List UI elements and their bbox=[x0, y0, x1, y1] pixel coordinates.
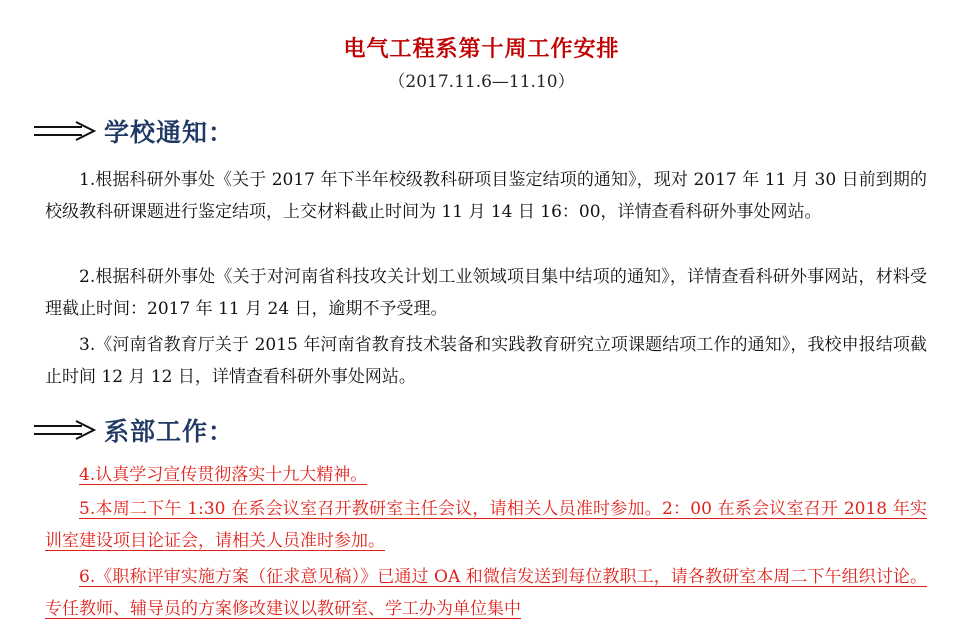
date-range: （2017.11.6—11.10） bbox=[388, 72, 575, 92]
notice-item-3: 3.《河南省教育厅关于 2015 年河南省教育技术装备和实践教育研究立项课题结项工作的通知》，我校申报结项截止时间 12 月 12 日，详情查看科研外事处网站。 bbox=[45, 335, 927, 387]
notice-item-2: 2.根据科研外事处《关于对河南省科技攻关计划工业领域项目集中结项的通知》，详情查看科研外事网站，材料受理截止时间：2017 年 11 月 24 日，逾期不予受理。 bbox=[45, 267, 927, 319]
section-heading-school bbox=[32, 114, 234, 148]
double-arrow-icon bbox=[32, 420, 96, 440]
section-title-school: 学校通知： bbox=[104, 118, 235, 147]
page-title: 电气工程系第十周工作安排 bbox=[343, 37, 620, 62]
dept-item-6: 6.《职称评审实施方案（征求意见稿）》已通过 OA 和微信发送到每位教职工，请各教研室本周二下午组织讨论。专任教师、辅导员的方案修改建议以教研室、学工办为单位集中 bbox=[45, 567, 927, 619]
double-arrow-icon bbox=[32, 121, 96, 141]
notice-item-1: 1.根据科研外事处《关于 2017 年下半年校级教科研项目鉴定结项的通知》，现对 2017 年 11 月 30 日前到期的校级教科研课题进行鉴定结项，上交材料截止时间为 11 月 14 日 16：00，详情查看科研外事处网站。 bbox=[45, 170, 927, 222]
section-title-department: 系部工作： bbox=[104, 417, 235, 446]
dept-item-5: 5.本周二下午 1:30 在系会议室召开教研室主任会议，请相关人员准时参加。2：00 在系会议室召开 2018 年实训室建设项目论证会，请相关人员准时参加。 bbox=[45, 499, 927, 551]
dept-item-4: 4.认真学习宣传贯彻落实十九大精神。 bbox=[79, 465, 368, 485]
section-heading-department bbox=[32, 413, 234, 447]
